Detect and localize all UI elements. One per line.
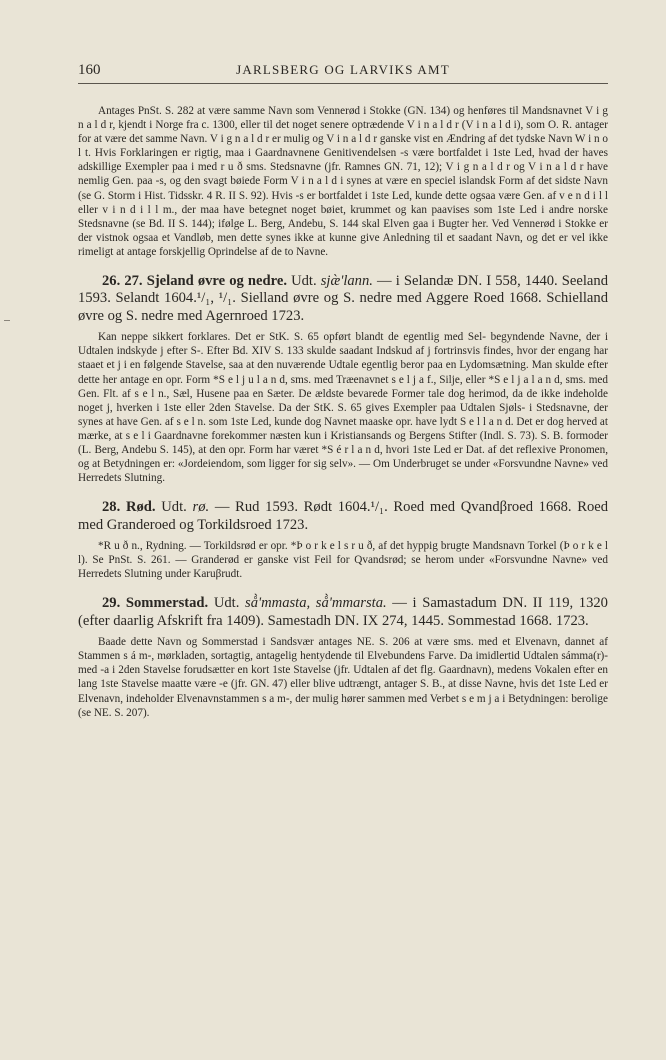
entry-title: Sommerstad.: [125, 595, 209, 612]
entry-heading: [78, 273, 608, 325]
entry-heading: [78, 595, 608, 630]
entry-forms: — i Samastadum DN. II 119, 1320 (efter daarlig Afskrift fra 1409). Samestadh DN. IX 274, 1445. Sommestad 1668. 1723.: [78, 595, 608, 629]
margin-mark: [4, 320, 10, 321]
entry-title: Rød.: [125, 499, 156, 516]
entry-number: 29.: [102, 595, 121, 612]
entry-forms: — Rud 1593. Rødt 1604.¹/₁. Roed med Qvandβroed 1668. Roed med Granderoed og Torkildsroed 1723.: [78, 499, 609, 533]
entry-26-27: [78, 273, 608, 485]
entry-udt: Udt.: [213, 595, 240, 612]
entry-number: 28.: [102, 499, 121, 516]
running-title: JARLSBERG OG LARVIKS AMT: [236, 62, 450, 77]
entry-commentary: *R u ð n., Rydning. — Torkildsrød er opr. *Þ o r k e l s r u ð, af det hyppig brugte Mandsnavn Torkel (Þ o r k e l l). Se PnSt. S. 261. — Granderød er ganske vist Feil for Qvandsrød; se herom under «Forsvundne Navne» ved Herredets Slutning under Karuβrudt.: [78, 540, 608, 581]
entry-title: Sjeland øvre og nedre.: [146, 273, 287, 290]
entry-pronunciation: sjæ̀'lann.: [320, 273, 373, 290]
entry-28: [78, 499, 608, 581]
page-body: [78, 104, 608, 720]
entry-pronunciation: rø.: [192, 499, 210, 516]
entry-udt: Udt.: [161, 499, 187, 516]
entry-29: [78, 595, 608, 719]
entry-pronunciation: så̀'mmasta, så̀'mmarsta.: [245, 595, 387, 612]
running-head: [78, 62, 608, 84]
entry-number: 26. 27.: [102, 273, 143, 290]
entry-commentary: Baade dette Navn og Sommerstad i Sandsvær antages NE. S. 206 at være sms. med et Elvenavn, dannet af Stammen s á m-, mørkladen, sortagtig, antagelig hentydende til Elvebundens Farve. Da imidlertid Udtalen sámma(r)-med -a i 2den Stavelse forudsætter en kort 1ste Stavelse (jfr. Udtalen af det flg. Gaardnavn), medens Vokalen efter en lang 1ste Stavelse maatte være -e (jfr. GN. 47) eller blive udtrængt, antager S. B., at disse Navne, hvis det 1ste Led er Elvenavn, indeholder Elvenavnstammen s a m-, der mulig hører sammen med Verbet s e m j a i Betydningen: berolige (se NE. S. 207).: [78, 636, 608, 719]
page-number: 160: [78, 62, 101, 78]
entry-udt: Udt.: [291, 273, 317, 290]
entry-forms: — i Selandæ DN. I 558, 1440. Seeland 1593. Selandt 1604.¹/₁, ¹/₁. Sielland øvre og S. nedre med Aggere Roed 1668. Schielland øvre og S. nedre med Agernroed 1723.: [78, 273, 608, 324]
intro-paragraph: Antages PnSt. S. 282 at være samme Navn som Vennerød i Stokke (GN. 134) og henføres til Mandsnavnet V i g n a l d r, kjendt i Norge fra c. 1300, eller til det noget senere optrædende V i n a l d r (V i n a l d i), som O. R. antager for at være det samme Navn. V i g n a l d r er mulig og V i n a l d r ganske vist en Ændring af det tydske Navn W i n o l t. Hvis Forklaringen er rigtig, maa i Gaardnavnene Genitivendelsen -s være bortfaldet i 1ste Led, hvad der haves adskillige Exempler paa i med r u ð sms. Stedsnavne (jfr. Ramnes GN. 71, 12); V i g n a l d r og V i n a l d r have nemlig Gen. paa -s, og den svagt bøiede Form V i n a l d i synes at være en speciel islandsk Form af det sidste Navn (se G. Storm i Hist. Tidsskr. 4 R. II S. 92). Hvis -s er bortfaldet i 1ste Led, kunde dette ogsaa være Gen. af v e n d i l l eller v i n d i l l m., der maa have betegnet noget bøiet, krummet og kan paavises som 1ste Led i andre norske Stedsnavne (se Bd. II S. 144); ifølge L. Berg, Andebu, S. 144 skal Elven gaa i Bugter her. Ved Vennerød i Stokke er der vistnok ogsaa et Vandløb, men dette synes ikke at kunne give Anledning til et saadant Navn, og det er vel ikke rimeligt at antage forskjellig Oprindelse af de to Navne.: [78, 105, 608, 258]
entry-heading: [78, 499, 608, 534]
entry-commentary: Kan neppe sikkert forklares. Det er StK. S. 65 opført blandt de egentlig med Sel- begyndende Navne, der i Udtalen indskyde j efter S-. Efter Bd. XIV S. 133 skulde saadant Indskud af j fortrinsvis findes, hvor der engang har staaet et j i en følgende Stavelse, saa at den nuværende Udtale egentlig beror paa en Lydomsætning. Man skulde efter dette her antage en opr. Form *S e l j u l a n d, sms. med Træenavnet s e l j a f., Silje, eller *S e l j a l a n d, sms. med Gen. Flt. af s e l n., Sæl, Husene paa en Sæter. De ældste bevarede Former tale dog herimod, da de ikke indeholde noget j, hverken i 1ste eller 2den Stavelse. Da der StK. S. 65 gives Exempler paa Udtalen Sjøls- i Stedsnavne, der synes at have Gen. af s e l n. som 1ste Led, kunde dog Navnet maaske opr. have lydt S e l l a n d. Det er dog herved at mærke, at s e l i Gaardnavne forekommer næsten kun i Kristiansands og Bergens Stifter (Indl. S. 73). S. B. formoder (L. Berg, Andebu S. 145), at den opr. Form har været *S é r l a n d, hvori 1ste Led er Dat. af det reflexive Pronomen, og at Betydningen er: «Jordeiendom, som ligger for sig selv». — Om Underbruget se under «Forsvundne Navne» ved Herredets Slutning.: [78, 331, 608, 485]
